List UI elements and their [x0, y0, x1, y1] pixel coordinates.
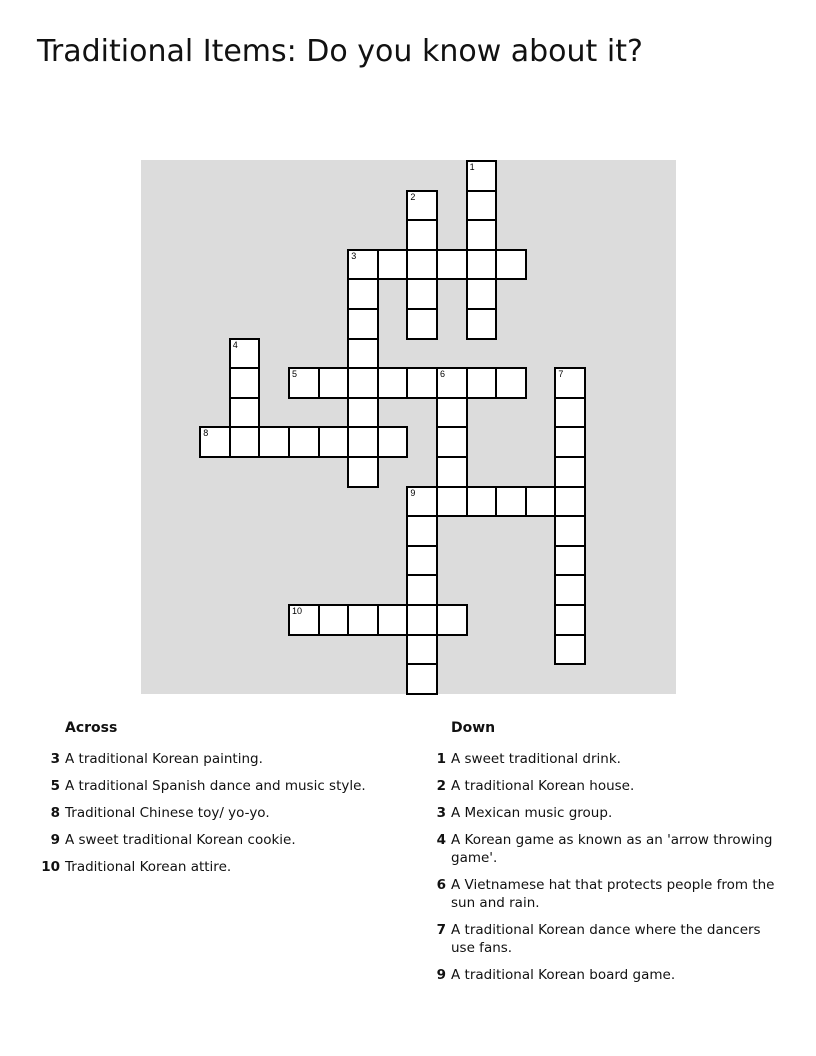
cell-number: 4 [232, 339, 238, 350]
down-clue-list [426, 750, 786, 984]
clue-number: 2 [436, 778, 446, 794]
clue-text: A sweet traditional drink. [451, 751, 621, 767]
crossword-cell[interactable] [318, 426, 350, 458]
crossword-cell[interactable] [554, 486, 586, 518]
crossword-cell[interactable] [436, 604, 468, 636]
crossword-cell[interactable] [466, 486, 498, 518]
clue-number: 10 [41, 859, 60, 875]
crossword-cell[interactable] [229, 426, 261, 458]
clue-text: Traditional Chinese toy/ yo-yo. [65, 805, 270, 821]
crossword-cell[interactable] [436, 397, 468, 429]
across-clue [40, 804, 400, 822]
crossword-cell[interactable] [436, 486, 468, 518]
crossword-cell[interactable] [554, 426, 586, 458]
crossword-cell[interactable] [436, 249, 468, 281]
clue-text: A Mexican music group. [451, 805, 613, 821]
crossword-cell[interactable] [406, 515, 438, 547]
crossword-cell[interactable] [229, 397, 261, 429]
crossword-cell[interactable] [406, 486, 438, 518]
crossword-cell[interactable] [288, 426, 320, 458]
crossword-cell[interactable] [347, 604, 379, 636]
down-heading: Down [451, 720, 496, 736]
crossword-cell[interactable] [288, 367, 320, 399]
crossword-cell[interactable] [406, 574, 438, 606]
across-heading: Across [65, 720, 118, 736]
crossword-cell[interactable] [554, 456, 586, 488]
down-clue [426, 831, 786, 867]
crossword-cell[interactable] [495, 367, 527, 399]
crossword-cell[interactable] [466, 160, 498, 192]
crossword-cell[interactable] [377, 367, 409, 399]
across-clue [40, 858, 400, 876]
crossword-cell[interactable] [199, 426, 231, 458]
across-clues [40, 718, 400, 885]
crossword-grid [141, 160, 676, 694]
crossword-cell[interactable] [377, 426, 409, 458]
cell-number: 5 [292, 369, 298, 380]
cell-number: 6 [440, 369, 446, 380]
crossword-cell[interactable] [377, 249, 409, 281]
clue-number: 6 [436, 877, 446, 893]
clue-text: A traditional Spanish dance and music style. [65, 778, 366, 794]
crossword-cell[interactable] [436, 456, 468, 488]
page-title: Traditional Items: Do you know about it? [37, 34, 643, 69]
crossword-cell[interactable] [406, 219, 438, 251]
crossword-cell[interactable] [258, 426, 290, 458]
crossword-cell[interactable] [406, 663, 438, 695]
crossword-cell[interactable] [406, 545, 438, 577]
crossword-cell[interactable] [554, 515, 586, 547]
crossword-cell[interactable] [554, 397, 586, 429]
cell-number: 1 [469, 162, 475, 172]
crossword-cell[interactable] [554, 574, 586, 606]
across-clue [40, 777, 400, 795]
crossword-cell[interactable] [436, 367, 468, 399]
crossword-cell[interactable] [347, 278, 379, 310]
across-clue-list [40, 750, 400, 876]
crossword-cell[interactable] [554, 367, 586, 399]
clue-text: A traditional Korean board game. [451, 967, 676, 983]
crossword-cell[interactable] [495, 486, 527, 518]
clue-text: A traditional Korean painting. [65, 751, 263, 767]
clue-number: 7 [436, 922, 446, 938]
crossword-cell[interactable] [554, 545, 586, 577]
crossword-cell[interactable] [466, 308, 498, 340]
down-clue [426, 804, 786, 822]
crossword-cell[interactable] [318, 604, 350, 636]
clue-number: 3 [436, 805, 446, 821]
clue-number: 3 [50, 751, 60, 767]
clue-number: 9 [50, 832, 60, 848]
cell-number: 8 [203, 428, 209, 439]
crossword-cell[interactable] [406, 604, 438, 636]
crossword-cell[interactable] [466, 367, 498, 399]
crossword-cell[interactable] [406, 367, 438, 399]
crossword-cell[interactable] [318, 367, 350, 399]
crossword-cell[interactable] [406, 278, 438, 310]
crossword-cell[interactable] [347, 456, 379, 488]
crossword-cell[interactable] [406, 190, 438, 222]
cell-number: 9 [410, 487, 416, 498]
crossword-cell[interactable] [347, 308, 379, 340]
clue-text: Traditional Korean attire. [65, 859, 232, 875]
clue-number: 5 [50, 778, 60, 794]
crossword-cell[interactable] [229, 367, 261, 399]
crossword-cell[interactable] [554, 604, 586, 636]
cell-number: 7 [558, 369, 564, 380]
crossword-cell[interactable] [406, 308, 438, 340]
crossword-cell[interactable] [466, 249, 498, 281]
clue-text: A traditional Korean house. [451, 778, 635, 794]
crossword-cell[interactable] [525, 486, 557, 518]
down-clues [426, 718, 786, 993]
down-clue [426, 750, 786, 768]
down-clue [426, 921, 786, 957]
clue-text: A Vietnamese hat that protects people from the sun and rain. [451, 877, 775, 911]
crossword-cell[interactable] [229, 338, 261, 370]
clue-text: A traditional Korean dance where the dancers use fans. [451, 922, 761, 956]
crossword-cell[interactable] [554, 634, 586, 666]
crossword-cell[interactable] [347, 249, 379, 281]
clue-number: 9 [436, 967, 446, 983]
cell-number: 2 [410, 191, 416, 202]
cell-number: 3 [351, 250, 357, 261]
cell-number: 10 [292, 606, 303, 616]
clue-text: A sweet traditional Korean cookie. [65, 832, 296, 848]
crossword-cell[interactable] [436, 426, 468, 458]
across-clue [40, 750, 400, 768]
crossword-cell[interactable] [495, 249, 527, 281]
crossword-cell[interactable] [377, 604, 409, 636]
crossword-cell[interactable] [466, 278, 498, 310]
down-clue [426, 966, 786, 984]
crossword-cell[interactable] [347, 367, 379, 399]
crossword-cell[interactable] [347, 338, 379, 370]
crossword-cell[interactable] [347, 397, 379, 429]
crossword-cell[interactable] [406, 634, 438, 666]
clue-number: 1 [436, 751, 446, 767]
crossword-cell[interactable] [347, 426, 379, 458]
crossword-cell[interactable] [466, 219, 498, 251]
crossword-cell[interactable] [288, 604, 320, 636]
clue-text: A Korean game as known as an 'arrow throwing game'. [451, 832, 773, 866]
across-clue [40, 831, 400, 849]
down-clue [426, 777, 786, 795]
down-clue [426, 876, 786, 912]
crossword-cell[interactable] [406, 249, 438, 281]
clue-number: 8 [50, 805, 60, 821]
clue-number: 4 [436, 832, 446, 848]
crossword-cell[interactable] [466, 190, 498, 222]
